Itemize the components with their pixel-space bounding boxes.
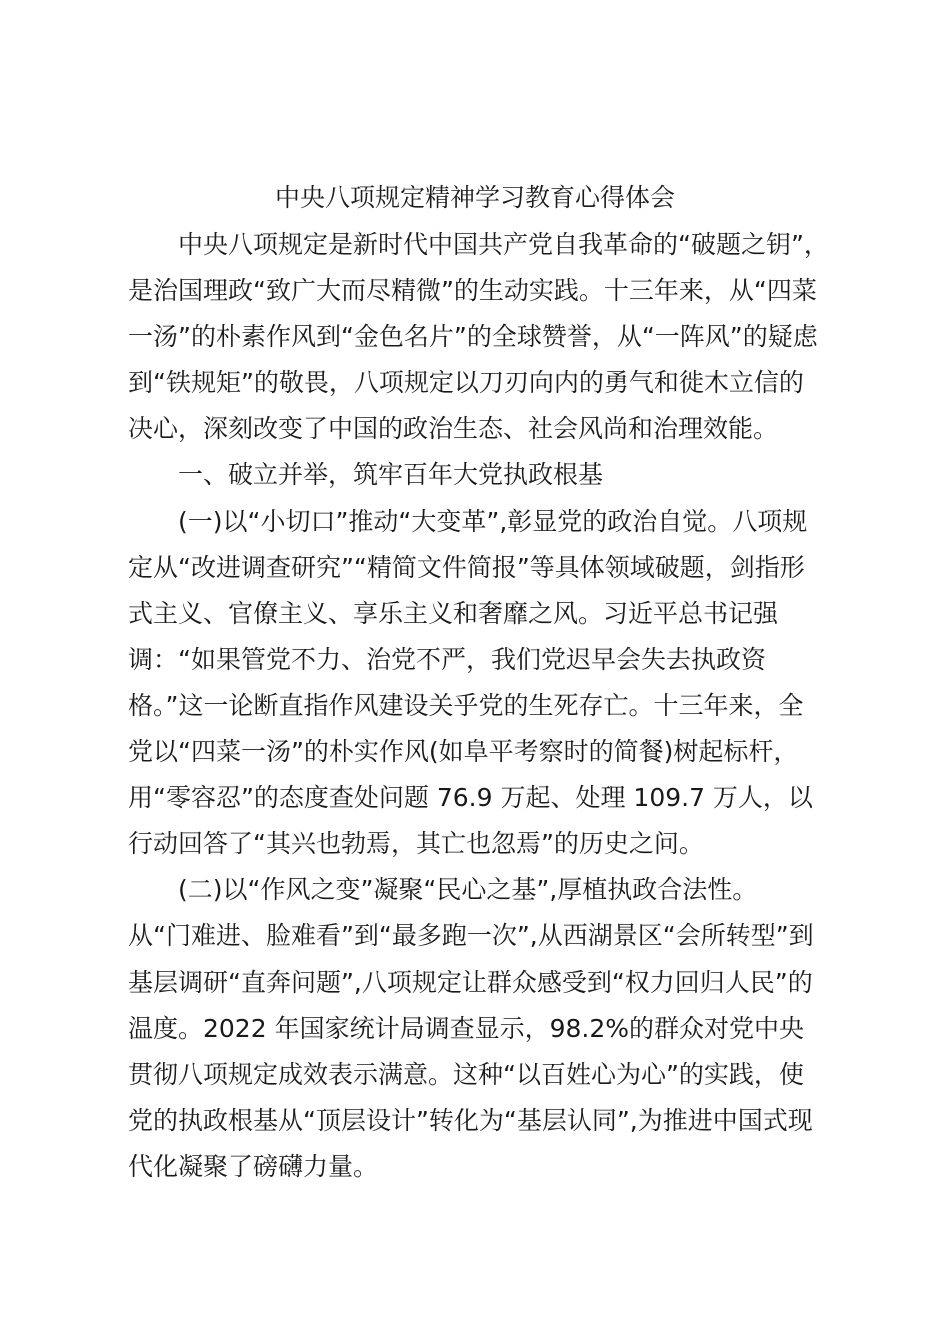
paragraph-line: 用“零容忍”的态度查处问题 76.9 万起、处理 109.7 万人，以 — [128, 783, 813, 813]
document-body — [128, 222, 848, 1190]
paragraph-line: 到“铁规矩”的敬畏，八项规定以刀刃向内的勇气和徙木立信的 — [128, 368, 804, 398]
document-title: 中央八项规定精神学习教育心得体会 — [274, 183, 675, 212]
paragraph-line: 基层调研“直奔问题”,八项规定让群众感受到“权力回归人民”的 — [128, 967, 813, 997]
paragraph-line: 贯彻八项规定成效表示满意。这种“以百姓心为心”的实践，使 — [128, 1059, 804, 1089]
paragraph-line: 定从“改进调查研究”“精简文件简报”等具体领域破题，剑指形 — [128, 552, 805, 582]
paragraph-line: 是治国理政“致广大而尽精微”的生动实践。十三年来，从“四菜 — [128, 276, 817, 306]
section-heading: 一、破立并举，筑牢百年大党执政根基 — [178, 460, 604, 490]
paragraph-line: 代化凝聚了磅礴力量。 — [128, 1151, 379, 1181]
paragraph-line: 从“门难进、脸难看”到“最多跑一次”,从西湖景区“会所转型”到 — [128, 921, 814, 951]
paragraph-line: 式主义、官僚主义、享乐主义和奢靡之风。习近平总书记强 — [128, 598, 779, 628]
paragraph-line: 中央八项规定是新时代中国共产党自我革命的“破题之钥”， — [178, 230, 829, 259]
paragraph-line: 党以“四菜一汤”的朴实作风(如阜平考察时的简餐)树起标杆， — [128, 737, 799, 767]
paragraph-line: 格。”这一论断直指作风建设关乎党的生死存亡。十三年来，全 — [128, 690, 804, 720]
paragraph-line: (二)以“作风之变”凝聚“民心之基”,厚植执政合法性。 — [178, 875, 758, 905]
paragraph-line: 一汤”的朴素作风到“金色名片”的全球赞誉，从“一阵风”的疑虑 — [128, 322, 818, 352]
paragraph-line: 党的执政根基从“顶层设计”转化为“基层认同”,为推进中国式现 — [128, 1105, 813, 1135]
paragraph-line: 决心，深刻改变了中国的政治生态、社会风尚和治理效能。 — [128, 414, 779, 444]
paragraph-line: (一)以“小切口”推动“大变革”,彰显党的政治自觉。八项规 — [178, 506, 808, 536]
paragraph-line: 行动回答了“其兴也勃焉，其亡也忽焉”的历史之问。 — [128, 829, 704, 859]
paragraph-line: 调：“如果管党不力、治党不严，我们党迟早会失去执政资 — [128, 644, 766, 674]
paragraph-line: 温度。2022 年国家统计局调查显示，98.2%的群众对党中央 — [128, 1013, 804, 1043]
